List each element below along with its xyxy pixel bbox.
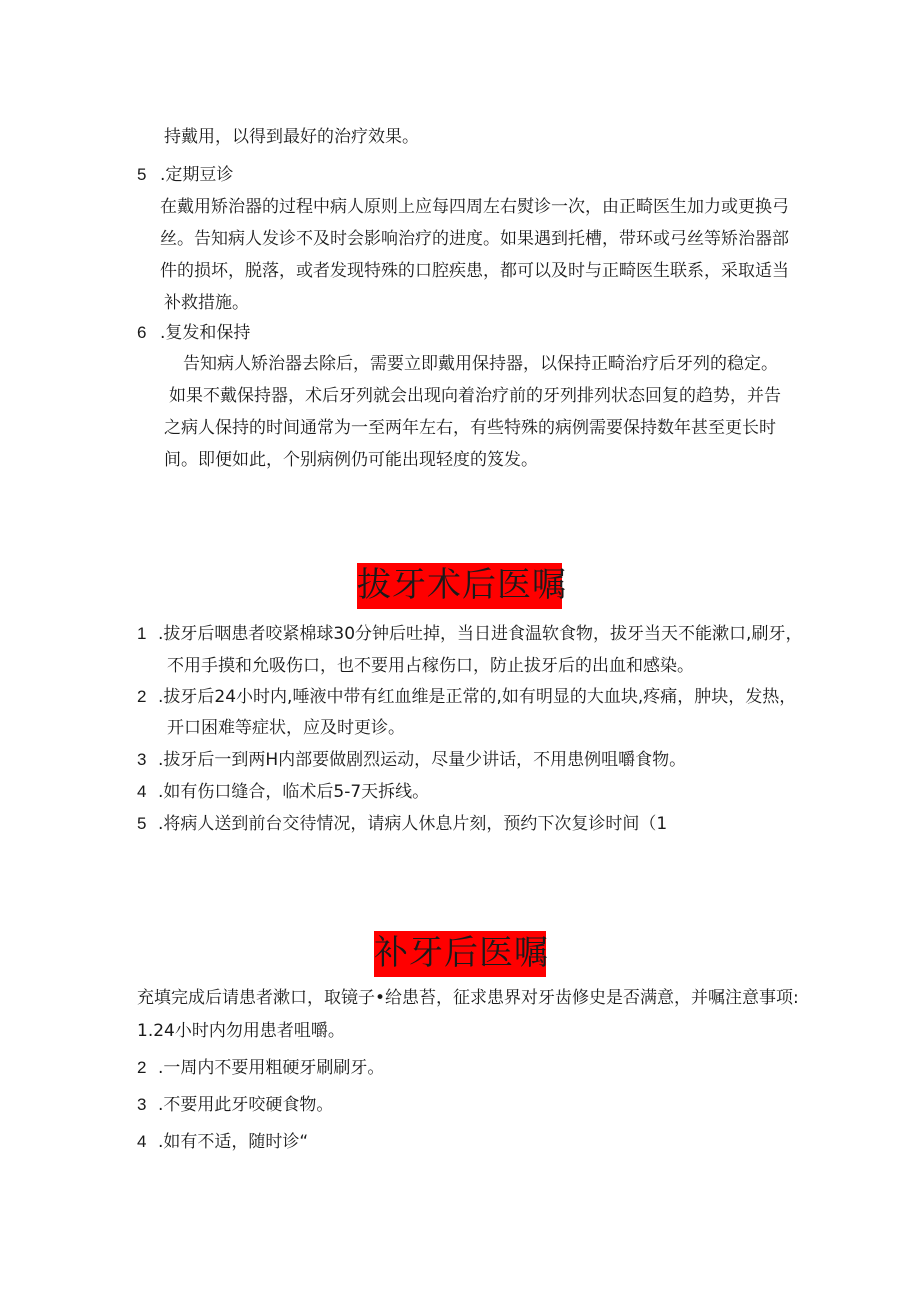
extraction-item-line: 开口困难等症状，应及时更诊。 [167,718,405,738]
filling-item-number: 2 [137,1058,147,1077]
extraction-item-number: 4 [137,782,147,801]
filling-item-text: .如有不适，随时诊“ [158,1132,309,1152]
extraction-heading: 拔牙术后医嘱 [357,563,562,609]
filling-heading: 补牙后医嘱 [374,931,546,977]
continuation-text: 持戴用，以得到最好的治疗效果。 [164,127,419,147]
extraction-item-line: .拔牙后一到两H内部要做剧烈运动，尽量少讲话，不用患例咀嚼食物。 [158,750,687,770]
filling-item-number: 3 [137,1095,147,1114]
item-5-line: 在戴用矫治器的过程中病人原则上应每四周左右熨诊一次，由正畸医生加力或更换弓 [160,197,789,217]
extraction-item-number: 3 [137,750,147,769]
item-5-line: 丝。告知病人发诊不及时会影响治疗的进度。如果遇到托槽，带环或弓丝等矫治器部 [160,229,789,249]
extraction-item-line: .如有伤口缝合，临术后5-7天拆线。 [158,782,430,802]
extraction-item-line: .拔牙后24小时内,唾液中带有红血维是正常的,如有明显的大血块,疼痛，肿块，发热， [158,687,797,707]
extraction-item-number: 5 [137,814,147,833]
item-6-title: .复发和保持 [160,323,251,343]
item-6-line: 告知病人矫治器去除后，需要立即戴用保持器，以保持正畸治疗后牙列的稳定。 [183,354,778,374]
extraction-item-number: 1 [137,624,147,643]
filling-item-1: 1.24小时内勿用患者咀嚼。 [137,1021,345,1041]
filling-item-text: .一周内不要用粗硬牙刷刷牙。 [158,1058,385,1078]
item-6-line: 之病人保持的时间通常为一至两年左右，有些特殊的病例需要保持数年甚至更长时 [164,418,776,438]
filling-item-number: 4 [137,1132,147,1151]
item-6-line: 如果不戴保持器，术后牙列就会出现向着治疗前的牙列排列状态回复的趋势，并告 [169,386,781,406]
filling-intro: 充填完成后请患者漱口，取镜子•给患苔，征求患界对牙齿修史是否满意，并嘱注意事项: [137,988,799,1008]
extraction-item-line: 不用手摸和允吸伤口，也不要用占稼伤口，防止拔牙后的出血和感染。 [167,656,694,676]
item-6-number: 6 [137,323,147,342]
item-5-number: 5 [137,165,147,184]
item-5-line: 件的损坏，脱落，或者发现特殊的口腔疾患，都可以及时与正畸医生联系，采取适当 [160,261,789,281]
extraction-item-line: .将病人送到前台交待情况，请病人休息片刻，预约下次复诊时间（1 [158,814,668,834]
item-5-title: .定期豆诊 [160,165,234,185]
extraction-item-line: .拔牙后咽患者咬紧棉球30分钟后吐掉，当日进食温软食物，拔牙当天不能漱口,刷牙， [158,624,803,644]
extraction-item-number: 2 [137,687,147,706]
filling-item-text: .不要用此牙咬硬食物。 [158,1095,334,1115]
item-6-line: 间。即便如此，个别病例仍可能出现轻度的笈发。 [164,450,538,470]
item-5-line: 补救措施。 [164,293,249,313]
